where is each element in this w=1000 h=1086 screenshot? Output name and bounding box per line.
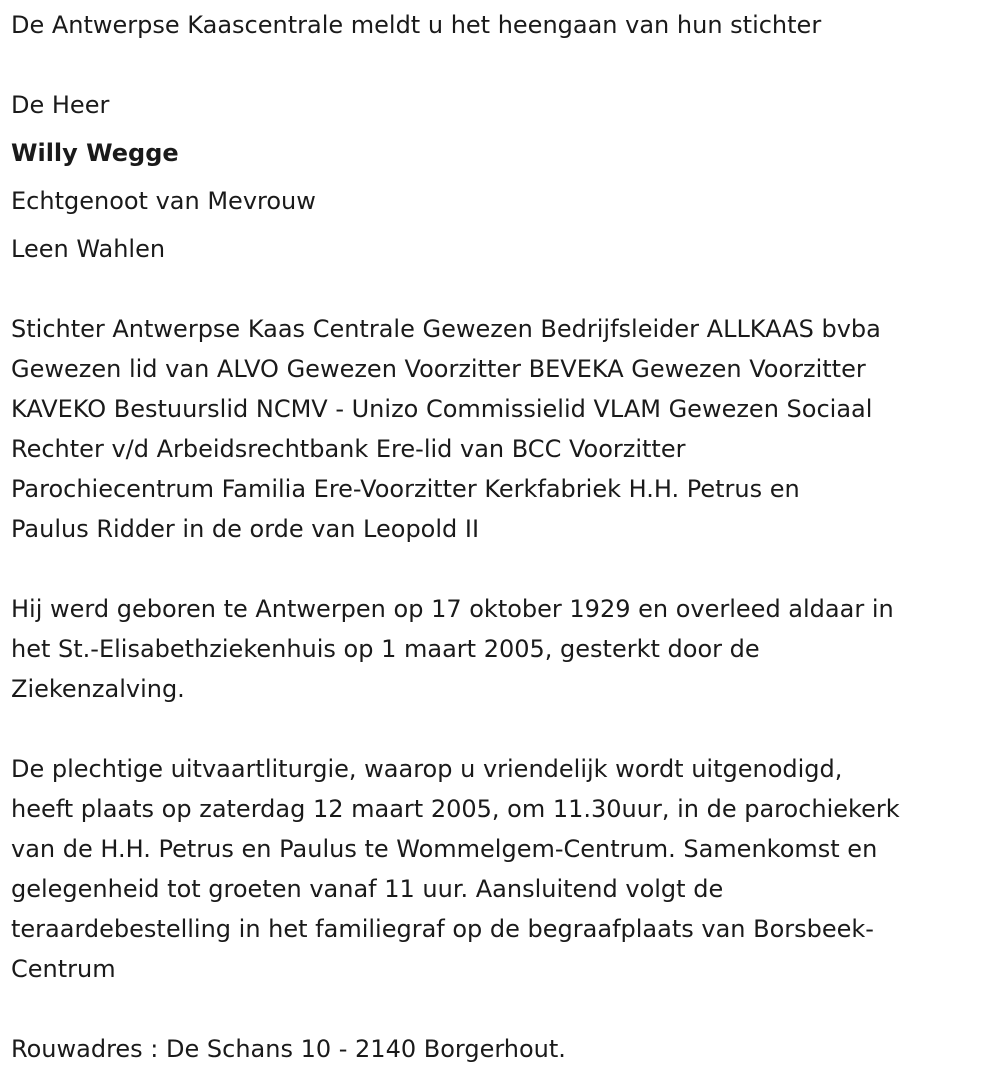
funeral-line: heeft plaats op zaterdag 12 maart 2005, om 11.30uur, in de parochiekerk [11,795,900,823]
birth-death-line: Ziekenzalving. [11,675,185,703]
birth-death-line: Hij werd geboren te Antwerpen op 17 oktober 1929 en overleed aldaar in [11,595,894,623]
funeral-line: gelegenheid tot groeten vanaf 11 uur. Aansluitend volgt de [11,875,724,903]
funeral-paragraph [11,749,986,989]
functions-line: KAVEKO Bestuurslid NCMV - Unizo Commissielid VLAM Gewezen Sociaal [11,395,873,423]
functions-line: Stichter Antwerpse Kaas Centrale Gewezen Bedrijfsleider ALLKAAS bvba [11,315,881,343]
funeral-line: van de H.H. Petrus en Paulus te Wommelgem-Centrum. Samenkomst en [11,835,878,863]
spouse-line-1: Echtgenoot van Mevrouw [11,187,316,215]
salutation: De Heer [11,91,110,119]
functions-line: Parochiecentrum Familia Ere-Voorzitter Kerkfabriek H.H. Petrus en [11,475,800,503]
spouse-line-2: Leen Wahlen [11,235,166,263]
functions-line: Gewezen lid van ALVO Gewezen Voorzitter BEVEKA Gewezen Voorzitter [11,355,866,383]
functions-paragraph [11,309,986,549]
funeral-line: teraardebestelling in het familiegraf op de begraafplaats van Borsbeek- [11,915,874,943]
functions-line: Paulus Ridder in de orde van Leopold II [11,515,480,543]
deceased-name: Willy Wegge [11,139,179,167]
funeral-line: Centrum [11,955,116,983]
intro-text: De Antwerpse Kaascentrale meldt u het heengaan van hun stichter [11,11,822,39]
birth-death-line: het St.-Elisabethziekenhuis op 1 maart 2005, gesterkt door de [11,635,760,663]
functions-line: Rechter v/d Arbeidsrechtbank Ere-lid van BCC Voorzitter [11,435,686,463]
birth-death-paragraph [11,589,986,709]
mourning-address: Rouwadres : De Schans 10 - 2140 Borgerhout. [11,1035,566,1063]
funeral-line: De plechtige uitvaartliturgie, waarop u vriendelijk wordt uitgenodigd, [11,755,843,783]
